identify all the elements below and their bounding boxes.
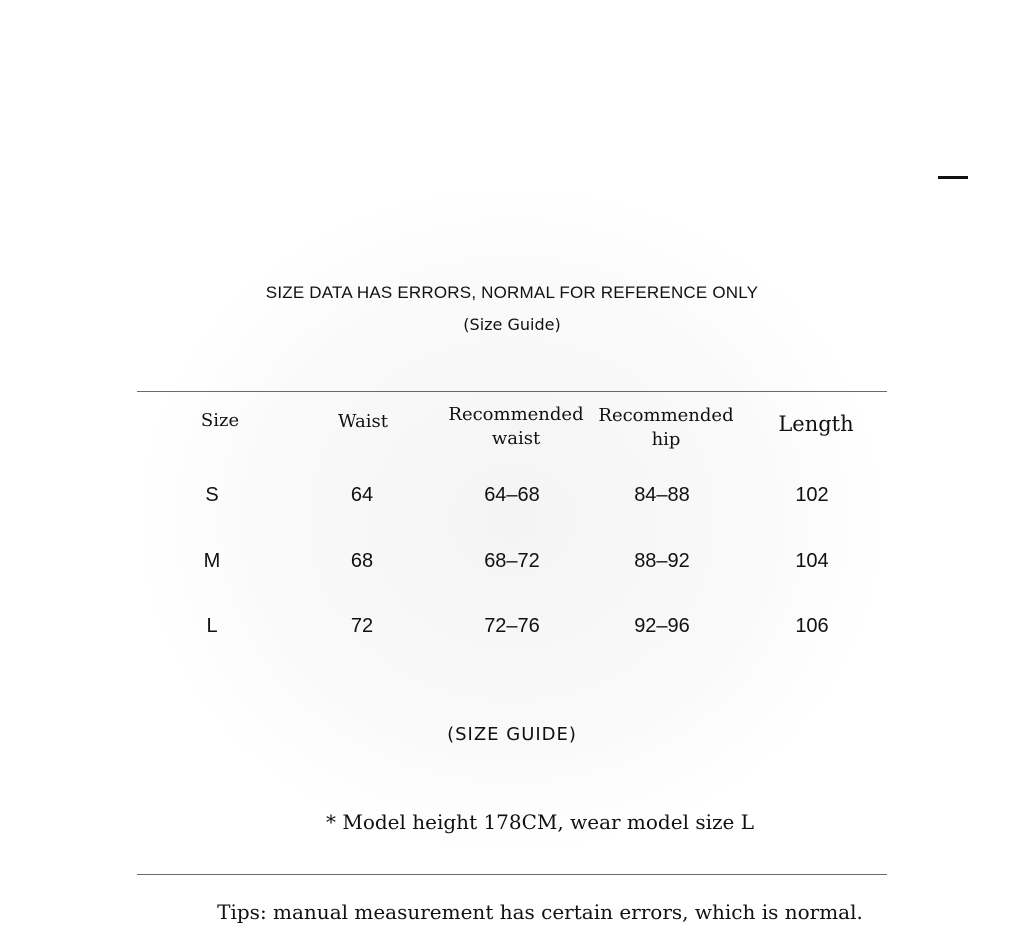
size-guide-caption: (SIZE GUIDE) (447, 724, 577, 745)
cell-length: 104 (795, 550, 829, 572)
cell-length: 106 (795, 615, 829, 637)
header-size: Size (200, 410, 240, 431)
cell-recommended-waist: 72–76 (484, 615, 540, 637)
header-recommended-waist: Recommended waist (448, 404, 584, 449)
cell-size: M (203, 550, 221, 572)
reference-notice: SIZE DATA HAS ERRORS, NORMAL FOR REFERENCE ONLY (265, 283, 759, 302)
cell-recommended-hip: 92–96 (634, 615, 690, 637)
table-top-divider (137, 391, 887, 392)
cell-waist: 72 (350, 615, 374, 637)
cell-recommended-hip: 84–88 (634, 484, 690, 506)
tips-text: Tips: manual measurement has certain errors, which is normal. (217, 900, 863, 924)
size-guide-subtitle: (Size Guide) (463, 315, 561, 334)
cell-waist: 64 (350, 484, 374, 506)
cell-recommended-waist: 64–68 (484, 484, 540, 506)
dash-mark (938, 176, 968, 179)
header-length: Length (778, 412, 854, 436)
bottom-divider (137, 874, 887, 875)
cell-recommended-waist: 68–72 (484, 550, 540, 572)
cell-recommended-hip: 88–92 (634, 550, 690, 572)
cell-waist: 68 (350, 550, 374, 572)
cell-length: 102 (795, 484, 829, 506)
header-waist: Waist (338, 411, 388, 432)
model-note: * Model height 178CM, wear model size L (326, 810, 754, 834)
cell-size: S (205, 484, 219, 506)
cell-size: L (206, 615, 218, 637)
header-recommended-hip: Recommended hip (598, 405, 734, 450)
